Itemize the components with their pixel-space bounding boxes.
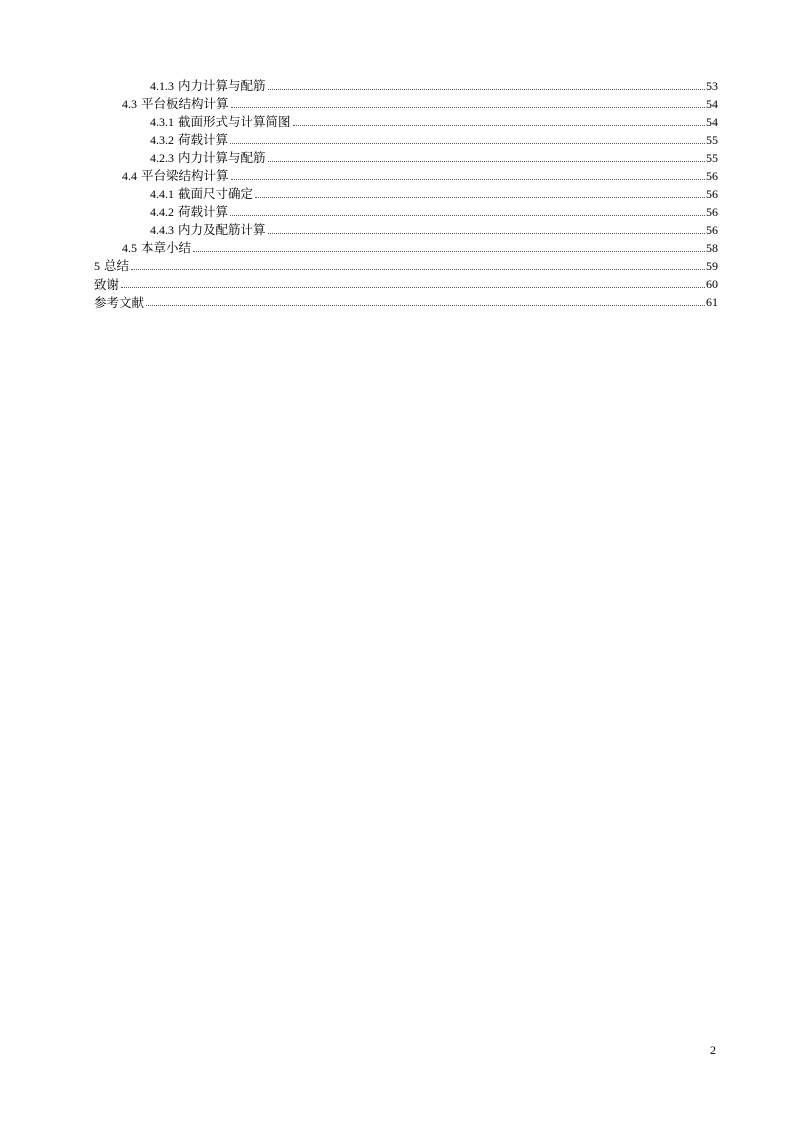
dot-leader bbox=[193, 250, 705, 252]
toc-entry-number: 4.3 bbox=[122, 97, 137, 111]
toc-entry-4-5[interactable] bbox=[94, 238, 718, 256]
toc-entry-4-3[interactable] bbox=[94, 94, 718, 112]
toc-entry-title: 平台梁结构计算 bbox=[140, 168, 229, 183]
toc-entry-4-4-1[interactable] bbox=[94, 184, 718, 202]
dot-leader bbox=[230, 142, 705, 144]
toc-entry-number: 4.2.3 bbox=[150, 151, 174, 165]
dot-leader bbox=[146, 304, 705, 306]
toc-entry-title: 截面尺寸确定 bbox=[177, 186, 253, 201]
dot-leader bbox=[231, 106, 706, 108]
toc-entry-page: 56 bbox=[706, 169, 718, 183]
toc-entry-title: 总结 bbox=[103, 258, 129, 273]
toc-entry-page: 55 bbox=[706, 133, 718, 147]
toc-entry-page: 54 bbox=[706, 97, 718, 111]
toc-entry-number: 4.5 bbox=[122, 241, 137, 255]
page-number: 2 bbox=[710, 1043, 716, 1057]
toc-entry-title: 平台板结构计算 bbox=[140, 96, 229, 111]
toc-entry-page: 56 bbox=[706, 205, 718, 219]
toc-entry-page: 56 bbox=[706, 187, 718, 201]
table-of-contents bbox=[94, 76, 718, 310]
toc-entry-page: 61 bbox=[706, 295, 718, 309]
dot-leader bbox=[268, 160, 706, 162]
toc-entry-number: 4.4.1 bbox=[150, 187, 174, 201]
toc-entry-references[interactable] bbox=[94, 292, 718, 310]
toc-entry-number: 4.4.2 bbox=[150, 205, 174, 219]
toc-entry-4-1-3[interactable] bbox=[94, 76, 718, 94]
toc-entry-title: 荷载计算 bbox=[177, 132, 228, 147]
toc-entry-title: 参考文献 bbox=[94, 295, 145, 310]
toc-entry-title: 内力计算与配筋 bbox=[177, 78, 266, 93]
toc-entry-4-2-3[interactable] bbox=[94, 148, 718, 166]
toc-entry-page: 59 bbox=[706, 259, 718, 273]
toc-entry-title: 截面形式与计算简图 bbox=[177, 114, 291, 129]
toc-entry-number: 4.1.3 bbox=[150, 79, 174, 93]
toc-entry-title: 内力及配筋计算 bbox=[177, 222, 266, 237]
toc-entry-number: 5 bbox=[94, 259, 100, 273]
toc-entry-number: 4.3.1 bbox=[150, 115, 174, 129]
toc-entry-number: 4.4.3 bbox=[150, 223, 174, 237]
toc-entry-page: 60 bbox=[706, 277, 718, 291]
dot-leader bbox=[268, 88, 706, 90]
toc-entry-title: 本章小结 bbox=[140, 240, 191, 255]
toc-entry-4-4[interactable] bbox=[94, 166, 718, 184]
toc-entry-page: 53 bbox=[706, 79, 718, 93]
toc-entry-4-4-3[interactable] bbox=[94, 220, 718, 238]
dot-leader bbox=[268, 232, 706, 234]
dot-leader bbox=[230, 214, 705, 216]
toc-entry-acknowledgements[interactable] bbox=[94, 274, 718, 292]
toc-entry-number: 4.3.2 bbox=[150, 133, 174, 147]
toc-entry-page: 54 bbox=[706, 115, 718, 129]
dot-leader bbox=[131, 268, 705, 270]
toc-entry-page: 56 bbox=[706, 223, 718, 237]
toc-entry-title: 荷载计算 bbox=[177, 204, 228, 219]
toc-entry-number: 4.4 bbox=[122, 169, 137, 183]
toc-entry-page: 58 bbox=[706, 241, 718, 255]
toc-entry-4-3-2[interactable] bbox=[94, 130, 718, 148]
dot-leader bbox=[121, 286, 705, 288]
toc-entry-title: 内力计算与配筋 bbox=[177, 150, 266, 165]
dot-leader bbox=[293, 124, 706, 126]
toc-entry-title: 致谢 bbox=[94, 277, 120, 292]
toc-entry-page: 55 bbox=[706, 151, 718, 165]
toc-entry-4-3-1[interactable] bbox=[94, 112, 718, 130]
dot-leader bbox=[255, 196, 705, 198]
toc-entry-4-4-2[interactable] bbox=[94, 202, 718, 220]
dot-leader bbox=[231, 178, 706, 180]
toc-entry-5[interactable] bbox=[94, 256, 718, 274]
